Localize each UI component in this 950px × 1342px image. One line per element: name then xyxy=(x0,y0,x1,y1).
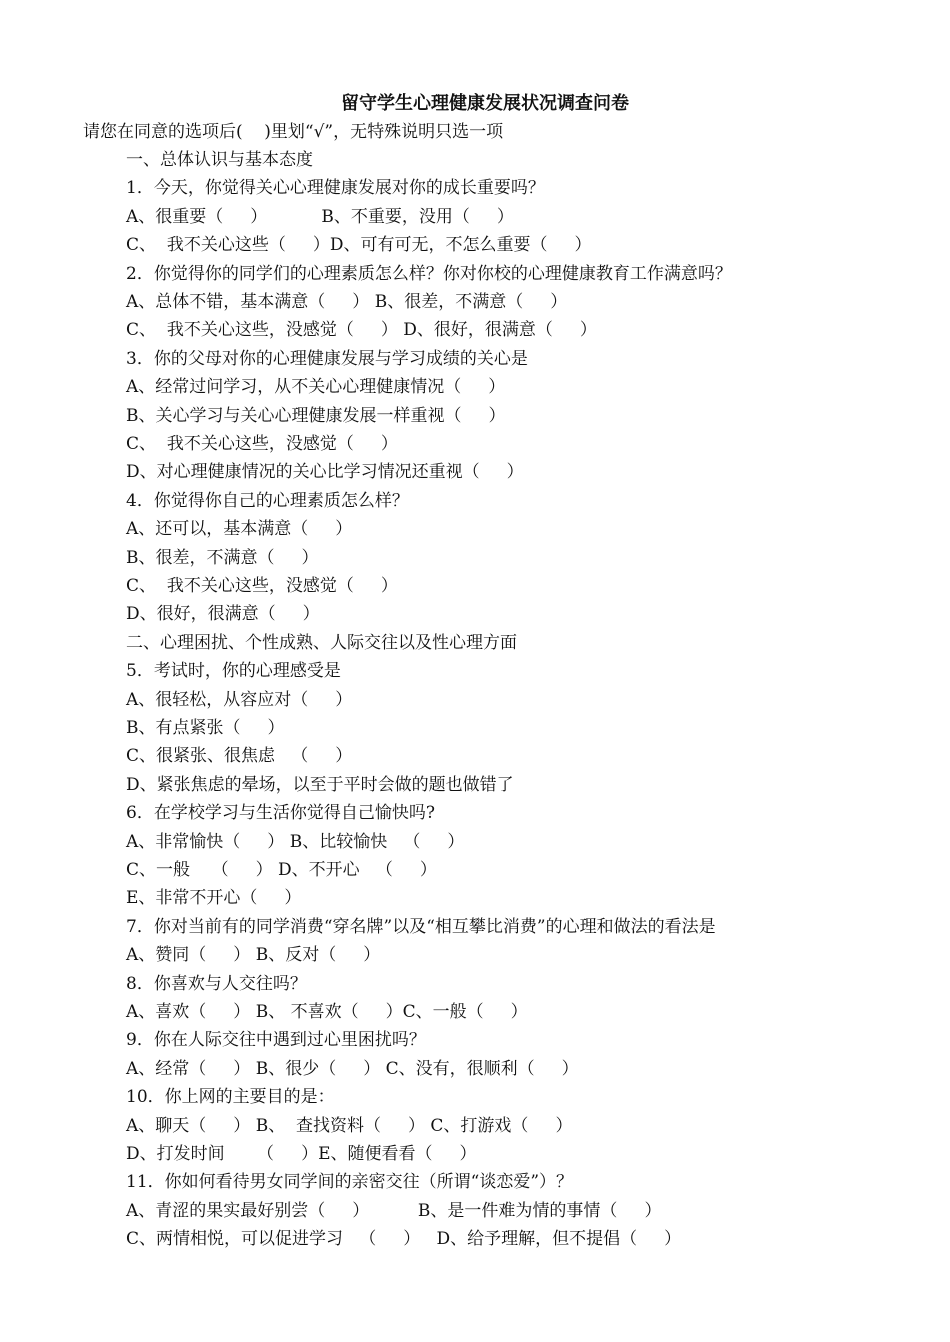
option-line: B、关心学习与关心心理健康发展一样重视（ ） xyxy=(126,405,506,426)
question-text: 3．你的父母对你的心理健康发展与学习成绩的关心是 xyxy=(126,348,528,369)
option-line: A、喜欢（ ） B、 不喜欢（ ）C、一般（ ） xyxy=(126,1002,528,1022)
option-line: D、紧张焦虑的晕场，以至于平时会做的题也做错了 xyxy=(126,774,514,795)
question-text: 6．在学校学习与生活你觉得自己愉快吗? xyxy=(126,803,435,824)
option-line: D、很好，很满意（ ） xyxy=(126,604,320,625)
question-text: 1．今天，你觉得关心心理健康发展对你的成长重要吗？ xyxy=(126,178,545,199)
option-line: C、一般 （ ） D、不开心 （ ） xyxy=(126,860,437,880)
option-line: A、还可以，基本满意（ ） xyxy=(126,519,353,540)
option-line: B、有点紧张（ ） xyxy=(126,718,285,738)
question-text: 5．考试时，你的心理感受是 xyxy=(126,661,341,682)
question-text: 7．你对当前有的同学消费“穿名牌”以及“相互攀比消费”的心理和做法的看法是 xyxy=(126,916,716,937)
option-line: A、总体不错，基本满意（ ） B、很差，不满意（ ） xyxy=(126,292,568,312)
option-line: A、很轻松，从容应对（ ） xyxy=(126,689,353,710)
option-line: A、经常（ ） B、很少（ ） C、没有，很顺利（ ） xyxy=(126,1058,579,1079)
question-text: 4．你觉得你自己的心理素质怎么样？ xyxy=(126,490,409,511)
option-line: A、青涩的果实最好别尝（ ） B、是一件难为情的事情（ ） xyxy=(126,1200,662,1221)
option-line: D、对心理健康情况的关心比学习情况还重视（ ） xyxy=(126,462,524,483)
question-text: 11．你如何看待男女同学间的亲密交往（所谓“谈恋爱”）？ xyxy=(126,1172,574,1193)
option-line: E、非常不开心（ ） xyxy=(126,888,302,909)
section-heading: 一、总体认识与基本态度 xyxy=(126,150,313,170)
question-text: 9．你在人际交往中遇到过心里困扰吗？ xyxy=(126,1030,426,1051)
option-line: A、经常过问学习，从不关心心理健康情况（ ） xyxy=(126,377,506,398)
option-line: C、两情相悦，可以促进学习 （ ） D、给予理解，但不提倡（ ） xyxy=(126,1229,682,1250)
survey-title: 留守学生心理健康发展状况调查问卷 xyxy=(341,93,629,114)
option-line: C、很紧张、很焦虑 （ ） xyxy=(126,746,353,767)
option-line: B、很差，不满意（ ） xyxy=(126,547,319,568)
instruction-text: 请您在同意的选项后( )里划“√”，无特殊说明只选一项 xyxy=(83,122,504,142)
option-line: C、 我不关心这些，没感觉（ ） xyxy=(126,434,398,454)
question-text: 2．你觉得你的同学们的心理素质怎么样？你对你校的心理健康教育工作满意吗？ xyxy=(126,263,732,284)
option-line: A、聊天（ ） B、 查找资料（ ） C、打游戏（ ） xyxy=(126,1115,573,1136)
option-line: A、赞同（ ） B、反对（ ） xyxy=(126,945,381,966)
option-line: A、很重要（ ） B、不重要，没用（ ） xyxy=(126,206,514,227)
section-heading: 二、心理困扰、个性成熟、人际交往以及性心理方面 xyxy=(126,632,517,653)
question-text: 10．你上网的主要目的是： xyxy=(126,1087,335,1108)
option-line: D、打发时间 （ ）E、随便看看（ ） xyxy=(126,1144,477,1164)
question-text: 8．你喜欢与人交往吗？ xyxy=(126,973,307,994)
option-line: C、 我不关心这些，没感觉（ ） xyxy=(126,576,398,596)
option-line: C、 我不关心这些，没感觉（ ） D、很好，很满意（ ） xyxy=(126,320,597,341)
option-line: A、非常愉快（ ） B、比较愉快 （ ） xyxy=(126,831,465,852)
option-line: C、 我不关心这些（ ）D、可有可无，不怎么重要（ ） xyxy=(126,235,592,256)
